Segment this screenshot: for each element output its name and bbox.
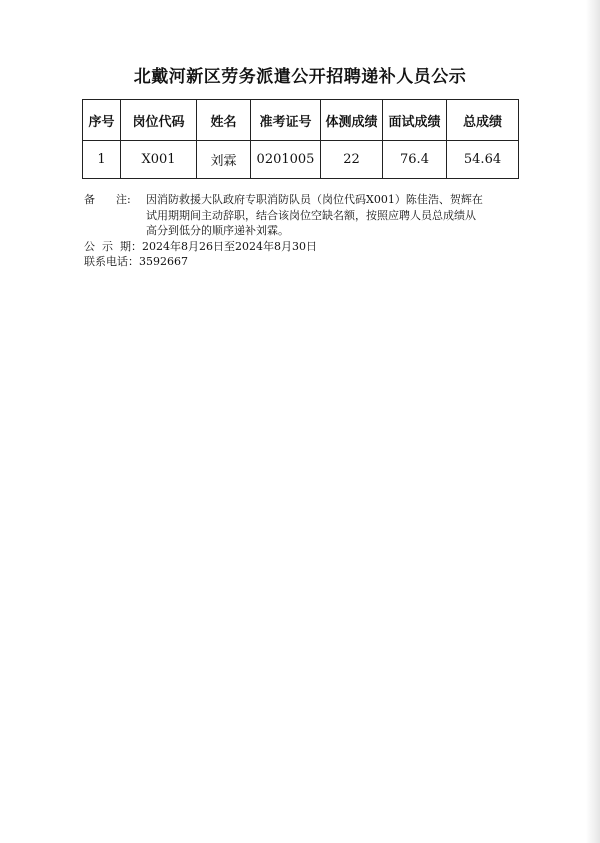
remark-line: 高分到低分的顺序递补刘霖。 [146,224,289,237]
table-cell-total-score: 54.64 [447,141,519,179]
header-cell-interview-score: 面试成绩 [383,100,447,141]
header-cell-ticket-number: 准考证号 [251,100,321,141]
document-title: 北戴河新区劳务派遣公开招聘递补人员公示 [133,67,467,87]
header-cell-name: 姓名 [197,100,251,141]
notes-section [84,192,524,270]
contact-phone: 联系电话：3592667 [84,255,188,268]
table-header-row [83,100,519,141]
header-cell-physical-score: 体测成绩 [321,100,383,141]
table-cell-index: 1 [83,141,121,179]
table-cell-physical-score: 22 [321,141,383,179]
remark-text [146,192,524,239]
table-row [83,141,519,179]
remark-line: 因消防救援大队政府专职消防队员（岗位代码X001）陈佳浩、贺辉在 [146,193,483,206]
header-cell-post-code: 岗位代码 [121,100,197,141]
remark-label: 备 注: [84,193,131,206]
table-cell-post-code: X001 [121,141,197,179]
header-cell-index: 序号 [83,100,121,141]
remark-block [84,192,524,239]
header-cell-total-score: 总成绩 [447,100,519,141]
page-edge-shadow [586,0,600,843]
table-cell-name: 刘霖 [197,141,251,179]
table-cell-interview-score: 76.4 [383,141,447,179]
remark-line: 试用期期间主动辞职，结合该岗位空缺名额，按照应聘人员总成绩从 [146,208,476,222]
results-table [82,99,519,179]
table-cell-ticket-number: 0201005 [251,141,321,179]
publicity-period: 公 示 期：2024年8月26日至2024年8月30日 [84,239,317,253]
